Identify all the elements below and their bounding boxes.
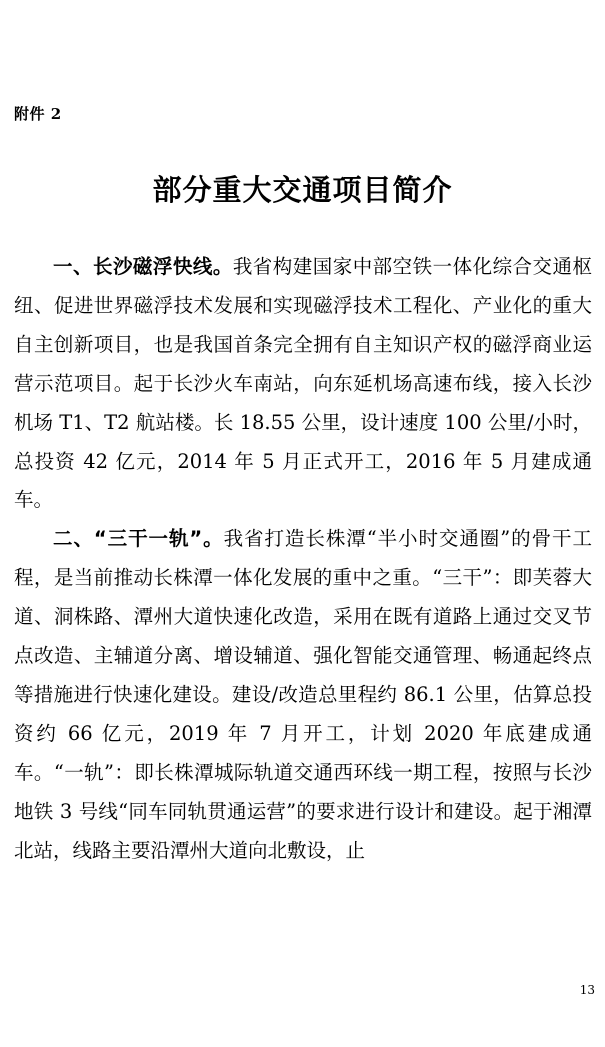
document-body bbox=[14, 248, 592, 871]
attachment-label: 附件 2 bbox=[14, 105, 62, 123]
section-text: 我省打造长株潭“半小时交通圈”的骨干工程，是当前推动长株潭一体化发展的重中之重。“三干”：即芙蓉大道、洞株路、潭州大道快速化改造，采用在既有道路上通过交叉节点改造、主辅道分离、增设辅道、强化智能交通管理、畅通起终点等措施进行快速化建设。建设/改造总里程约 86.1 公里，估算总投资约 66 亿元，2019 年 7 月开工，计划 2020 年底建成通车。“一轨”：即长株潭城际轨道交通西环线一期工程，按照与长沙地铁 3 号线“同车同轨贯通运营”的要求进行设计和建设。起于湘潭北站，线路主要沿潭州大道向北敷设，止 bbox=[14, 527, 592, 862]
section-heading: 一、长沙磁浮快线。 bbox=[53, 255, 233, 278]
document-title: 部分重大交通项目简介 bbox=[152, 173, 453, 207]
section-heading: 二、“三干一轨”。 bbox=[53, 527, 224, 551]
section-three-roads-one-rail bbox=[14, 520, 592, 870]
section-maglev bbox=[14, 248, 592, 520]
page-number: 13 bbox=[579, 983, 595, 997]
section-text: 我省构建国家中部空铁一体化综合交通枢纽、促进世界磁浮技术发展和实现磁浮技术工程化、产业化的重大自主创新项目，也是我国首条完全拥有自主知识产权的磁浮商业运营示范项目。起于长沙火车南站，向东延机场高速布线，接入长沙机场 T1、T2 航站楼。长 18.55 公里，设计速度 100 公里/小时，总投资 42 亿元，2014 年 5 月正式开工，2016 年 5 月建成通车。 bbox=[14, 255, 592, 512]
